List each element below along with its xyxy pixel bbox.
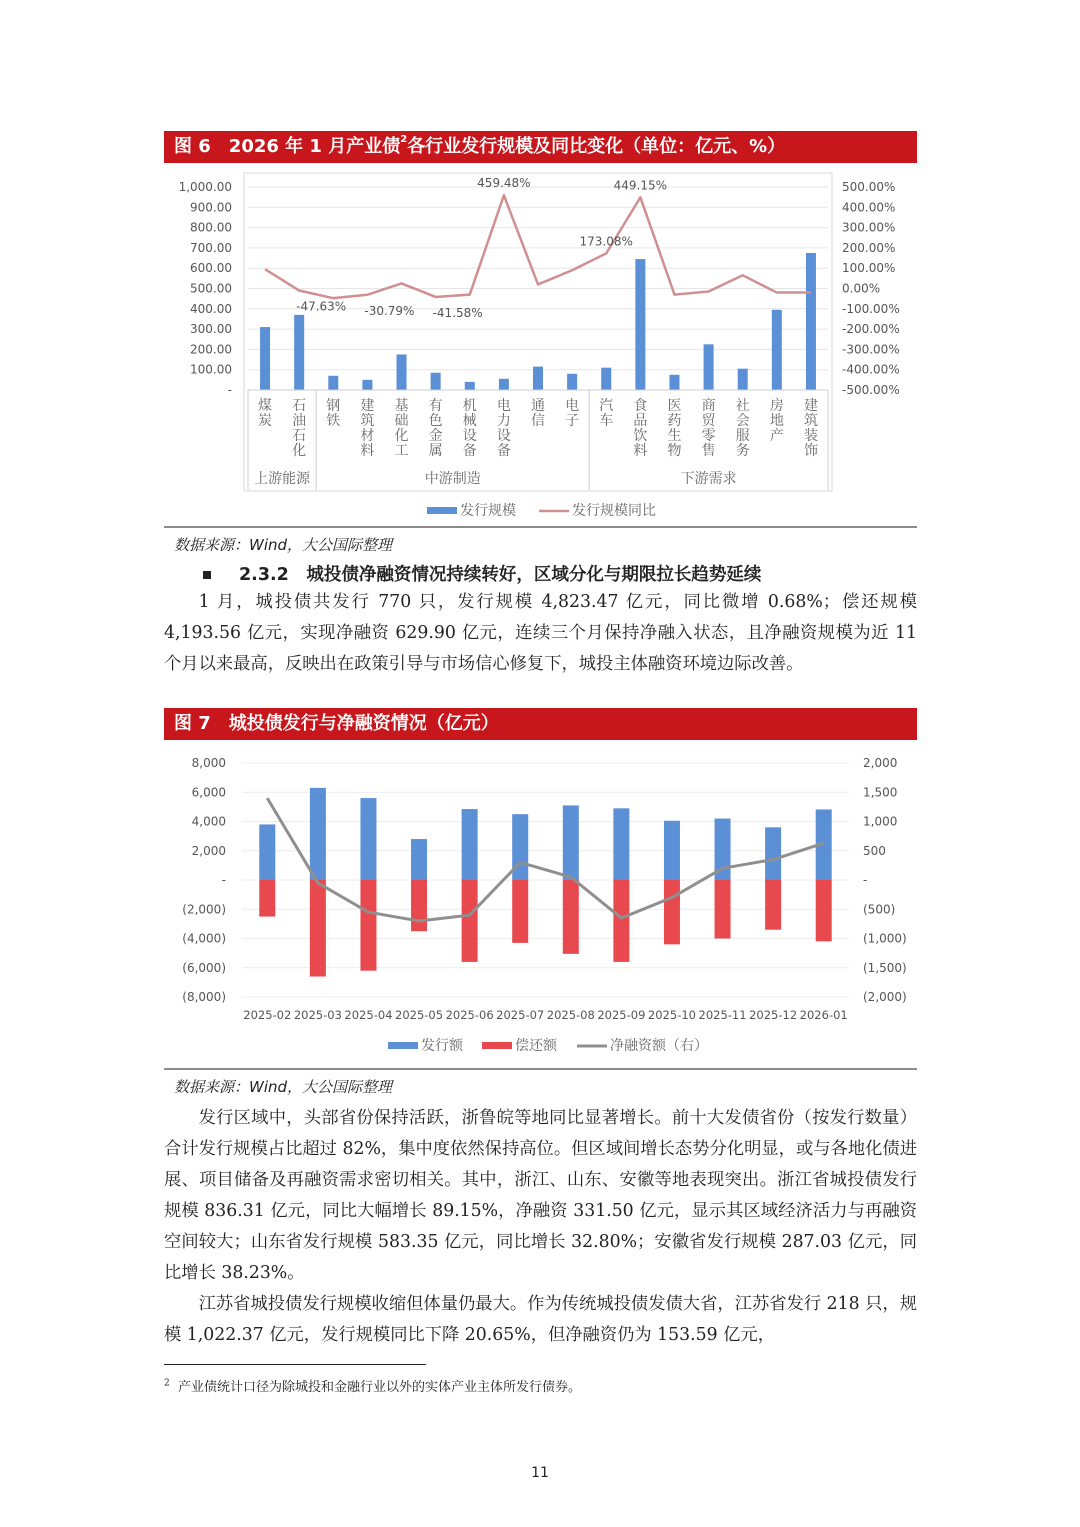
figure7-legend-label: 发行额 [421, 1038, 463, 1054]
figure7-legend-label: 净融资额（右） [610, 1038, 708, 1054]
figure6-group-label: 中游制造 [424, 471, 481, 487]
section-number: 2.3.2 [239, 565, 289, 585]
figure6-bar [294, 315, 304, 390]
figure6-data-label: 459.48% [477, 176, 531, 191]
figure6-bar [567, 374, 577, 390]
figure6-category-label: 机械设备 [462, 398, 477, 459]
figure7-bar-repay [310, 880, 326, 977]
figure7-bar-repay [715, 880, 731, 939]
figure7-category-label: 2025-08 [546, 1008, 595, 1022]
figure6-bar [738, 369, 748, 390]
paragraph-3-text: 江苏省城投债发行规模收缩但体量仍最大。作为传统城投债发债大省，江苏省发行 218 只，规模 1,022.37 亿元，发行规模同比下降 20.65%，但净融资仍为 153.59 亿元， [164, 1294, 917, 1345]
figure6-ytick-left: 100.00 [190, 362, 232, 377]
footnote-divider [164, 1364, 426, 1365]
figure6-bar [772, 310, 782, 390]
figure6-data-label: -47.63% [296, 299, 347, 314]
figure7-bar-repay [462, 880, 478, 962]
figure7-bar-repay [563, 880, 579, 954]
figure7-bar-repay [664, 880, 680, 944]
figure6-source: 数据来源：Wind，大公国际整理 [174, 536, 393, 554]
figure7-ytick-left: 8,000 [191, 756, 226, 770]
figure6-category-label: 食品饮料 [633, 398, 648, 459]
figure7-bar-issue [563, 805, 579, 880]
figure6-ytick-left: 900.00 [190, 200, 232, 215]
figure6-legend-swatch-bar [427, 507, 457, 514]
figure7-ytick-left: (2,000) [182, 902, 226, 917]
figure7-ytick-right: - [863, 873, 868, 887]
figure7-category-label: 2026-01 [799, 1008, 848, 1022]
figure6-ytick-left: 400.00 [190, 301, 232, 316]
figure7-chart [164, 745, 917, 1065]
figure6-category-label: 钢铁 [326, 398, 341, 429]
figure6-bar [465, 382, 475, 390]
figure6-ytick-right: -400.00% [842, 362, 900, 377]
figure6-ytick-right: -300.00% [842, 342, 900, 357]
figure6-bar [806, 253, 816, 390]
figure6-category-label: 房地产 [769, 398, 784, 444]
figure7-legend-label: 偿还额 [515, 1038, 557, 1054]
figure6-category-label: 基础化工 [394, 398, 409, 459]
figure6-ytick-left: - [227, 383, 232, 397]
figure7-category-label: 2025-04 [344, 1008, 393, 1022]
figure7-ytick-left: (6,000) [182, 960, 226, 975]
figure7-ytick-left: 4,000 [191, 814, 226, 829]
figure7-bar-issue [664, 821, 680, 880]
figure6-bar [431, 373, 441, 390]
figure7-category-label: 2025-06 [445, 1008, 494, 1022]
figure6-category-label: 商贸零售 [701, 398, 716, 459]
figure7-category-label: 2025-05 [395, 1008, 444, 1022]
figure6-ytick-left: 800.00 [190, 220, 232, 235]
paragraph-2 [164, 1103, 917, 1289]
figure7-ytick-right: 500 [863, 843, 886, 858]
page-number: 11 [531, 1465, 549, 1481]
paragraph-1 [164, 587, 917, 680]
figure6-data-label: 173.08% [579, 234, 633, 249]
figure7-category-label: 2025-10 [647, 1008, 696, 1022]
figure6-ytick-left: 1,000.00 [178, 180, 232, 194]
figure6-ytick-right: 100.00% [842, 261, 896, 276]
footnote-mark: 2 [164, 1378, 170, 1389]
figure6-chart [164, 165, 917, 525]
figure7-category-label: 2025-12 [749, 1008, 798, 1022]
figure7-source: 数据来源：Wind，大公国际整理 [174, 1078, 393, 1096]
figure7-bar-issue [310, 788, 326, 880]
figure6-ytick-right: -500.00% [842, 383, 900, 397]
figure7-bar-repay [360, 880, 376, 971]
figure6-category-label: 建筑材料 [360, 398, 375, 459]
figure6-ytick-right: -100.00% [842, 301, 900, 316]
figure7-bar-issue [360, 798, 376, 880]
figure7-category-label: 2025-07 [496, 1008, 545, 1022]
figure6-ytick-right: 300.00% [842, 220, 896, 235]
figure7-category-label: 2025-11 [698, 1008, 747, 1022]
figure6-category-label: 建筑装饰 [803, 398, 818, 459]
figure7-bar-issue [765, 827, 781, 880]
figure7-category-label: 2025-02 [243, 1008, 292, 1022]
figure6-ytick-left: 600.00 [190, 261, 232, 276]
figure7-ytick-right: (1,500) [863, 960, 907, 975]
figure7-ytick-right: 1,500 [863, 785, 898, 800]
figure7-ytick-left: (4,000) [182, 931, 226, 946]
figure6-category-label: 电子 [565, 398, 580, 429]
figure6-category-label: 有色金属 [428, 398, 443, 459]
figure6-bar [601, 368, 611, 390]
figure7-line [267, 798, 823, 921]
figure6-bar [635, 259, 645, 390]
figure7-ytick-right: 1,000 [863, 814, 898, 829]
section-title: 城投债净融资情况持续转好，区域分化与期限拉长趋势延续 [306, 565, 762, 585]
figure6-title: 图 6 2026 年 1 月产业债$^2$各行业发行规模及同比变化（单位：亿元、%） [164, 131, 917, 163]
figure6-data-label: 449.15% [613, 178, 668, 193]
figure7-ytick-left: - [221, 873, 226, 887]
figure6-ytick-right: -200.00% [842, 322, 900, 337]
figure7-ytick-right: (2,000) [863, 990, 907, 1004]
figure7-legend-swatch-issue [388, 1042, 418, 1049]
figure7-bar-repay [512, 880, 528, 943]
figure7-ytick-right: (1,000) [863, 931, 907, 946]
figure6-bar [328, 376, 338, 390]
figure6-category-label: 通信 [531, 398, 545, 429]
figure6-category-label: 社会服务 [735, 398, 750, 459]
figure7-bar-repay [765, 880, 781, 930]
figure6-category-label: 煤炭 [258, 398, 273, 429]
figure6-category-label: 电力设备 [496, 398, 511, 459]
figure6-ytick-right: 500.00% [842, 180, 896, 194]
figure7-ytick-left: (8,000) [182, 990, 226, 1004]
figure6-bar [397, 354, 407, 390]
figure6-group-label: 上游能源 [254, 471, 311, 487]
paragraph-3 [164, 1289, 917, 1351]
figure6-ytick-left: 700.00 [190, 240, 232, 255]
figure6-line [265, 195, 811, 298]
figure6-ytick-right: 0.00% [842, 281, 881, 296]
footnote [164, 1376, 581, 1395]
figure6-bar [533, 367, 543, 390]
figure6-ytick-left: 500.00 [190, 281, 232, 296]
paragraph-1-text: 1 月，城投债共发行 770 只，发行规模 4,823.47 亿元，同比微增 0.68%；偿还规模 4,193.56 亿元，实现净融资 629.90 亿元，连续三个月保持净融入状态，且净融资规模为近 11 个月以来最高，反映出在政策引导与市场信心修复下，城投主体融资环境边际改善。 [164, 592, 917, 674]
figure7-bar-issue [462, 809, 478, 880]
figure6-group-label: 下游需求 [680, 471, 737, 487]
figure7-category-label: 2025-09 [597, 1008, 646, 1022]
figure7-bar-repay [613, 880, 629, 962]
figure6-legend-label: 发行规模 [460, 503, 516, 519]
figure7-ytick-left: 6,000 [191, 785, 226, 800]
footnote-text: 产业债统计口径为除城投和金融行业以外的实体产业主体所发行债券。 [178, 1380, 582, 1395]
figure7-ytick-right: (500) [863, 902, 896, 917]
section-heading [203, 561, 761, 586]
figure6-bar [499, 379, 509, 390]
figure7-bar-issue [411, 839, 427, 880]
figure7-bar-repay [816, 880, 832, 941]
figure7-bar-issue [613, 808, 629, 880]
figure6-data-label: -30.79% [364, 303, 415, 318]
paragraph-2-text: 发行区域中，头部省份保持活跃，浙鲁皖等地同比显著增长。前十大发债省份（按发行数量）合计发行规模占比超过 82%，集中度依然保持高位。但区域间增长态势分化明显，或与各地化债进展、项目储备及再融资需求密切相关。其中，浙江、山东、安徽等地表现突出。浙江省城投债发行规模 836.31 亿元，同比大幅增长 89.15%，净融资 331.50 亿元，显示其区域经济活力与再融资空间较大；山东省发行规模 583.35 亿元，同比增长 32.80%；安徽省发行规模 287.03 亿元，同比增长 38.23%。 [164, 1108, 917, 1283]
figure6-bar [362, 380, 372, 390]
figure7-bar-repay [259, 880, 275, 917]
figure7-ytick-left: 2,000 [191, 843, 226, 858]
figure6-bar [669, 375, 679, 390]
figure6-category-label: 汽车 [599, 398, 614, 429]
figure6-category-label: 石油石化 [292, 398, 307, 459]
figure6-category-label: 医药生物 [667, 398, 682, 459]
figure6-ytick-right: 200.00% [842, 240, 896, 255]
figure6-ytick-left: 200.00 [190, 342, 232, 357]
figure6-divider [164, 526, 917, 528]
figure6-ytick-left: 300.00 [190, 322, 232, 337]
figure6-bar [704, 344, 714, 390]
figure7-bar-repay [411, 880, 427, 931]
figure6-bar [260, 327, 270, 390]
figure7-divider [164, 1068, 917, 1070]
figure6-data-label: -41.58% [432, 305, 483, 320]
bullet-icon [203, 571, 211, 579]
figure7-legend-swatch-repay [482, 1042, 512, 1049]
figure7-title: 图 7 城投债发行与净融资情况（亿元） [164, 708, 917, 740]
figure7-category-label: 2025-03 [293, 1008, 342, 1022]
figure6-legend-label: 发行规模同比 [572, 503, 656, 519]
figure7-ytick-right: 2,000 [863, 756, 898, 770]
figure7-bar-issue [259, 824, 275, 880]
figure6-ytick-right: 400.00% [842, 200, 896, 215]
